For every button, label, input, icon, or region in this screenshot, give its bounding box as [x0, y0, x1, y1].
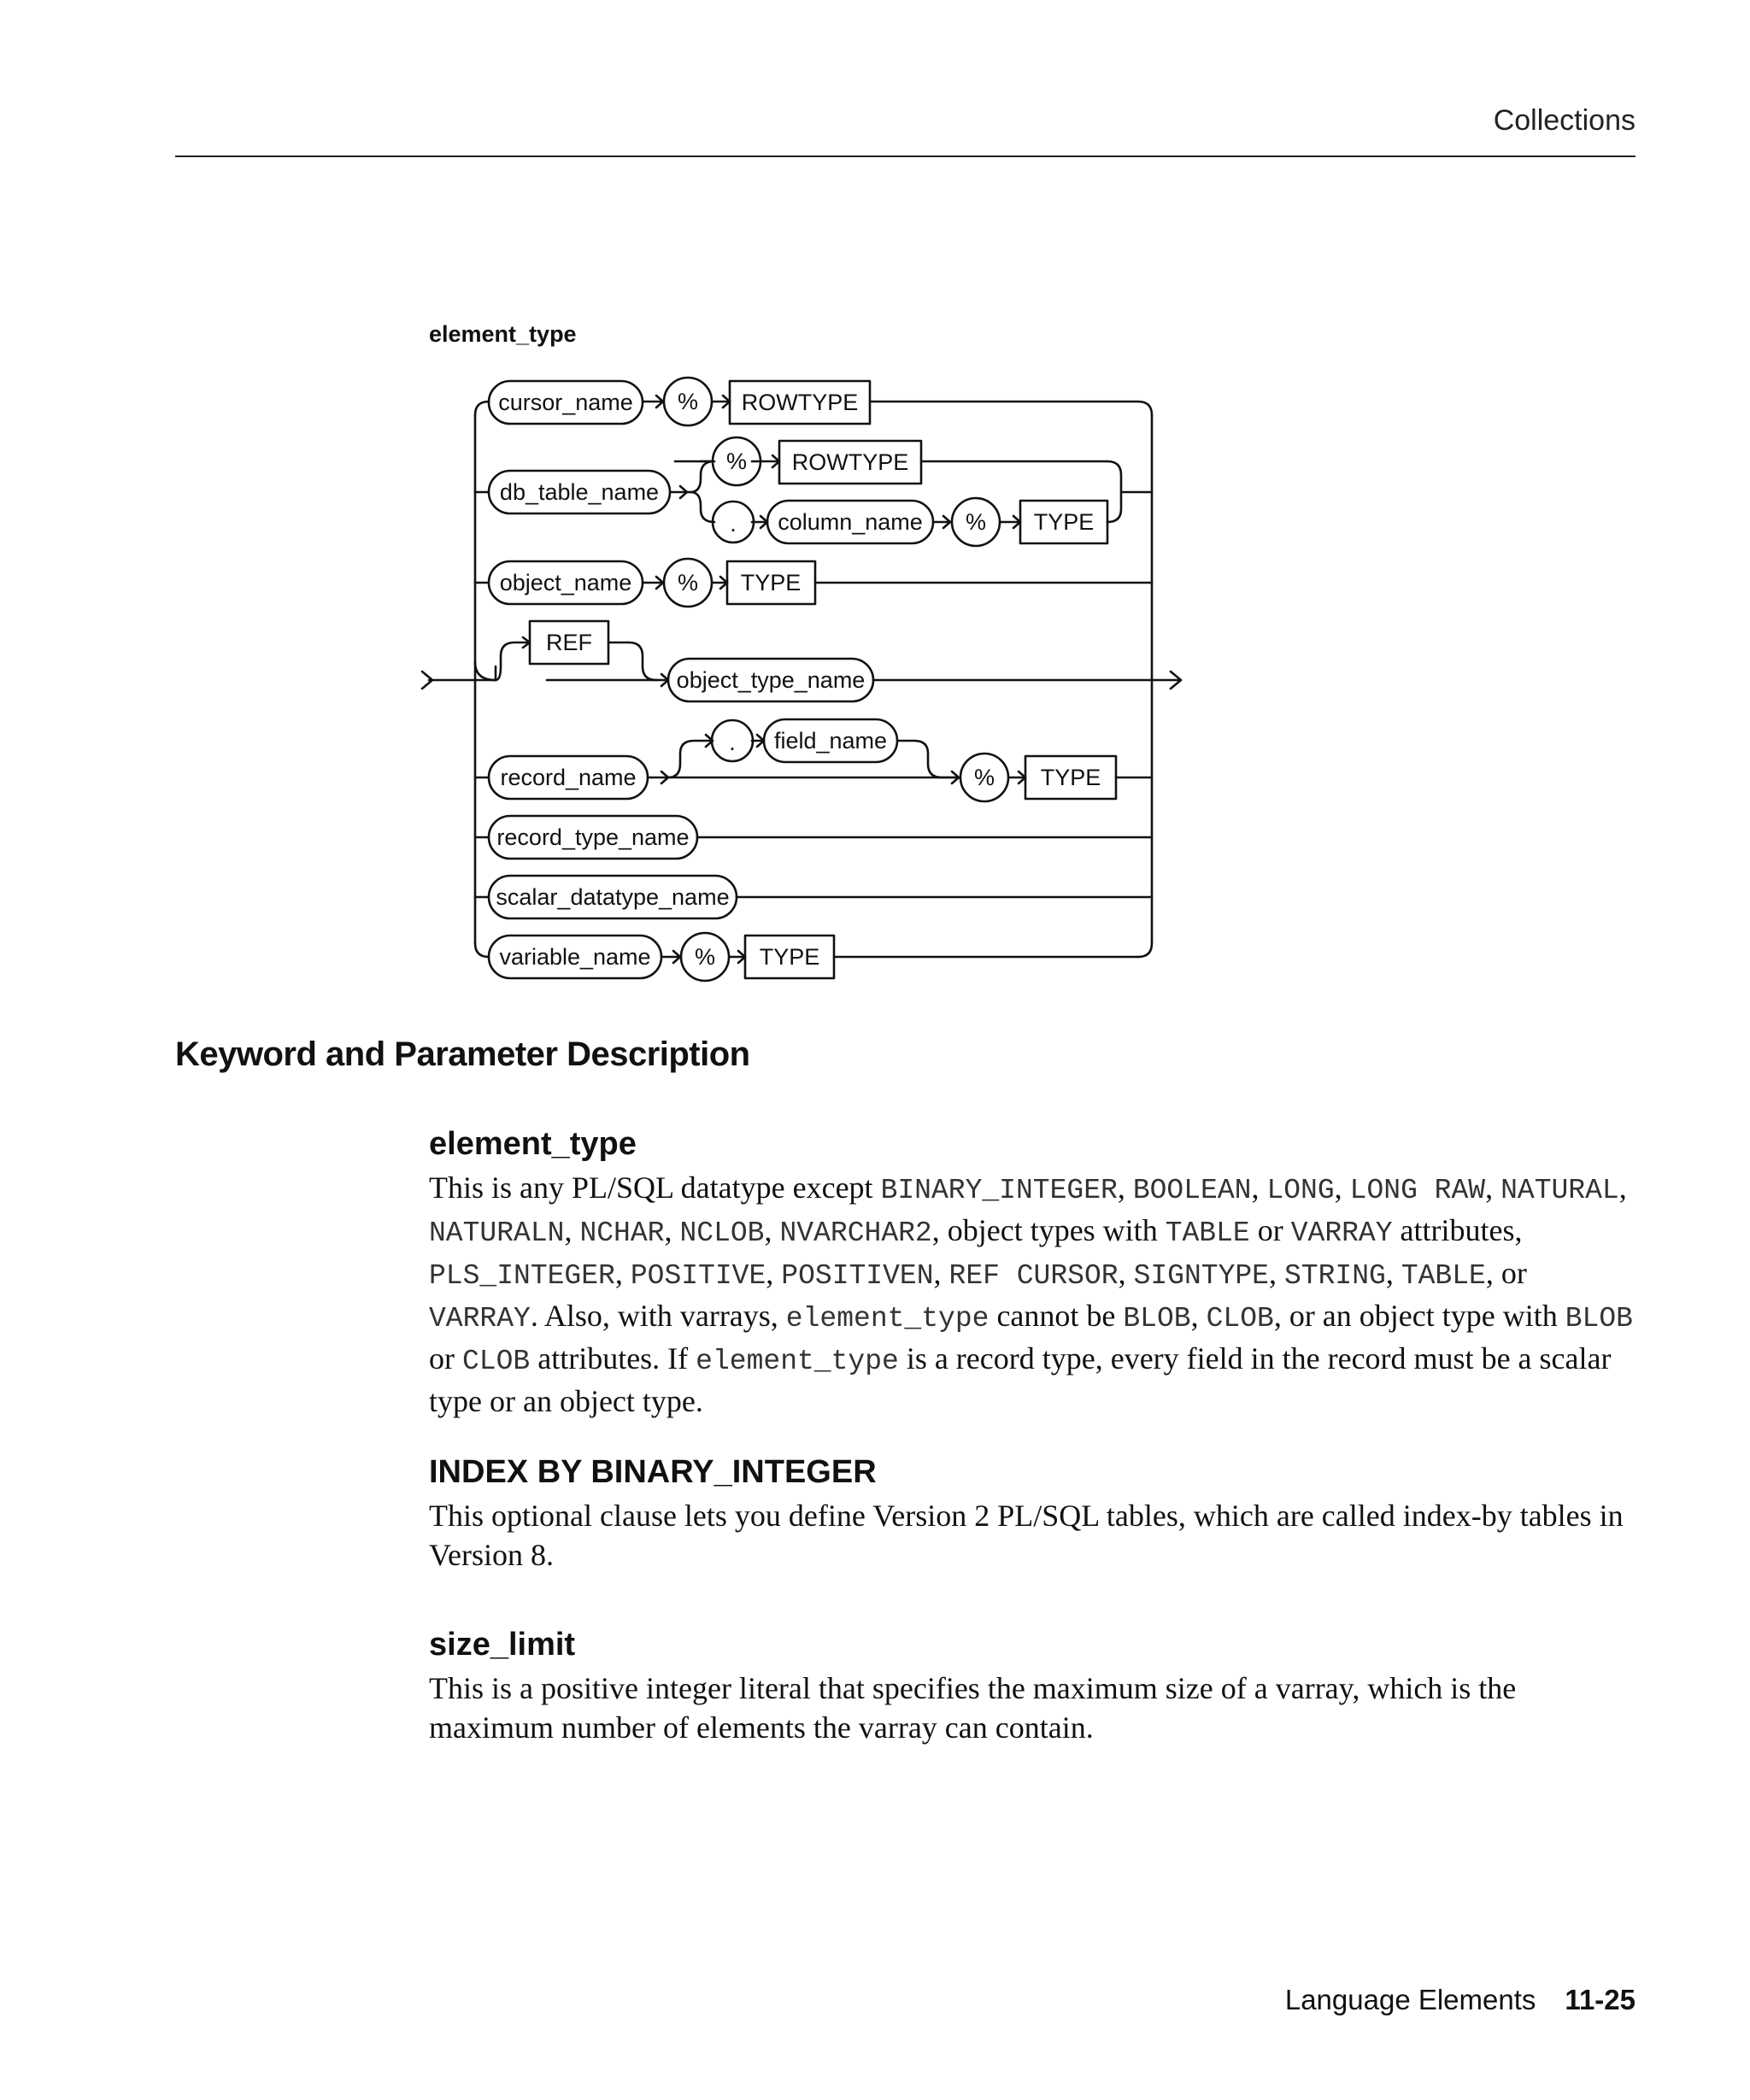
page-footer — [1285, 1984, 1635, 2016]
text-run: or — [1249, 1213, 1291, 1247]
code-term: NATURAL — [1500, 1175, 1619, 1206]
text-run: , — [664, 1213, 680, 1247]
node-object-name-label: object_name — [499, 570, 632, 595]
code-term: CLOB — [1206, 1303, 1274, 1334]
text-run: attributes, — [1392, 1213, 1523, 1247]
node-percent-3-label: % — [965, 509, 987, 535]
node-field-name-label: field_name — [773, 728, 888, 754]
code-term: BLOB — [1123, 1303, 1191, 1334]
node-db-table-name-label: db_table_name — [499, 479, 660, 505]
code-term: BLOB — [1565, 1303, 1633, 1334]
text-run: , — [1618, 1170, 1627, 1205]
text-run: attributes. If — [530, 1341, 696, 1376]
node-variable-name-label: variable_name — [499, 944, 651, 970]
node-percent-1-label: % — [677, 389, 699, 414]
running-header: Collections — [1493, 104, 1635, 137]
param-index-by — [429, 1454, 1635, 1575]
text-run: cannot be — [989, 1299, 1124, 1333]
text-run: , — [1117, 1170, 1133, 1205]
text-run: , — [1485, 1170, 1501, 1205]
text-run: , or — [1485, 1256, 1527, 1290]
text-run: , object types with — [931, 1213, 1166, 1247]
node-record-type-name-label: record_type_name — [496, 824, 690, 850]
code-term: BOOLEAN — [1132, 1175, 1252, 1206]
node-rowtype-1-label: ROWTYPE — [741, 390, 859, 415]
text-run: or — [429, 1341, 462, 1376]
text-run: , or an object type with — [1273, 1299, 1565, 1333]
param-title: INDEX BY BINARY_INTEGER — [429, 1454, 877, 1490]
node-object-type-name-label: object_type_name — [676, 667, 866, 693]
code-term: VARRAY — [429, 1303, 531, 1334]
code-term: NCHAR — [579, 1217, 665, 1249]
text-run: , — [1118, 1256, 1134, 1290]
param-description: This is a positive integer literal that specifies the maximum size of a varray, which is the maximum number of elements the varray can contain. — [429, 1671, 1517, 1745]
text-run: , — [1385, 1256, 1401, 1290]
code-term: REF CURSOR — [948, 1260, 1119, 1292]
code-term: BINARY_INTEGER — [880, 1175, 1118, 1206]
text-run: , — [766, 1256, 782, 1290]
node-ref-label: REF — [546, 630, 592, 655]
node-dot-1-label: . — [730, 511, 737, 537]
text-run: , — [1190, 1299, 1207, 1333]
code-term: STRING — [1284, 1260, 1386, 1292]
text-run: , — [1251, 1170, 1267, 1205]
text-run: , — [933, 1256, 949, 1290]
node-type-4-label: TYPE — [759, 944, 820, 970]
param-description: This optional clause lets you define Version 2 PL/SQL tables, which are called index-by tables in Version 8. — [429, 1499, 1624, 1572]
node-type-2-label: TYPE — [740, 570, 802, 595]
code-term: element_type — [696, 1346, 899, 1377]
param-element-type — [429, 1126, 1635, 1421]
syntax-diagram — [0, 0, 1750, 1008]
node-scalar-datatype-name-label: scalar_datatype_name — [496, 884, 730, 910]
param-description — [429, 1168, 1635, 1421]
code-term: LONG — [1266, 1175, 1335, 1206]
text-run: , — [564, 1213, 580, 1247]
code-term: SIGNTYPE — [1133, 1260, 1269, 1292]
node-column-name-label: column_name — [778, 509, 923, 535]
text-run: This is any PL/SQL datatype except — [429, 1170, 881, 1205]
text-run: . Also, with varrays, — [530, 1299, 786, 1333]
code-term: NCLOB — [679, 1217, 765, 1249]
node-dot-2-label: . — [729, 730, 736, 755]
code-term: element_type — [785, 1303, 990, 1334]
node-percent-4-label: % — [677, 570, 699, 595]
param-size-limit — [429, 1627, 1635, 1747]
page-number: 11-25 — [1565, 1984, 1635, 2015]
text-run: , — [1334, 1170, 1350, 1205]
node-cursor-name-label: cursor_name — [498, 390, 633, 415]
node-rowtype-2-label: ROWTYPE — [791, 449, 909, 475]
code-term: VARRAY — [1290, 1217, 1393, 1249]
footer-section: Language Elements — [1284, 1984, 1536, 2015]
param-title: element_type — [429, 1126, 637, 1162]
diagram-label: element_type — [429, 321, 577, 347]
text-run: , — [1269, 1256, 1284, 1290]
node-type-1-label: TYPE — [1033, 509, 1095, 535]
text-run: , — [614, 1256, 631, 1290]
node-percent-5-label: % — [973, 765, 995, 790]
node-percent-6-label: % — [694, 944, 716, 970]
param-title: size_limit — [429, 1627, 576, 1663]
code-term: POSITIVE — [630, 1260, 766, 1292]
node-percent-2-label: % — [725, 449, 748, 474]
text-run: , — [764, 1213, 780, 1247]
code-term: NATURALN — [429, 1217, 565, 1249]
text-run: is a record type, every field in the record must be a scalar type or an object type. — [429, 1341, 1612, 1418]
code-term: CLOB — [462, 1346, 531, 1377]
code-term: LONG RAW — [1349, 1175, 1486, 1206]
section-heading: Keyword and Parameter Description — [175, 1035, 750, 1073]
code-term: TABLE — [1401, 1260, 1486, 1292]
code-term: TABLE — [1165, 1217, 1250, 1249]
code-term: PLS_INTEGER — [429, 1260, 615, 1292]
node-record-name-label: record_name — [500, 765, 637, 790]
code-term: NVARCHAR2 — [779, 1217, 932, 1249]
node-type-3-label: TYPE — [1040, 765, 1101, 790]
code-term: POSITIVEN — [781, 1260, 934, 1292]
